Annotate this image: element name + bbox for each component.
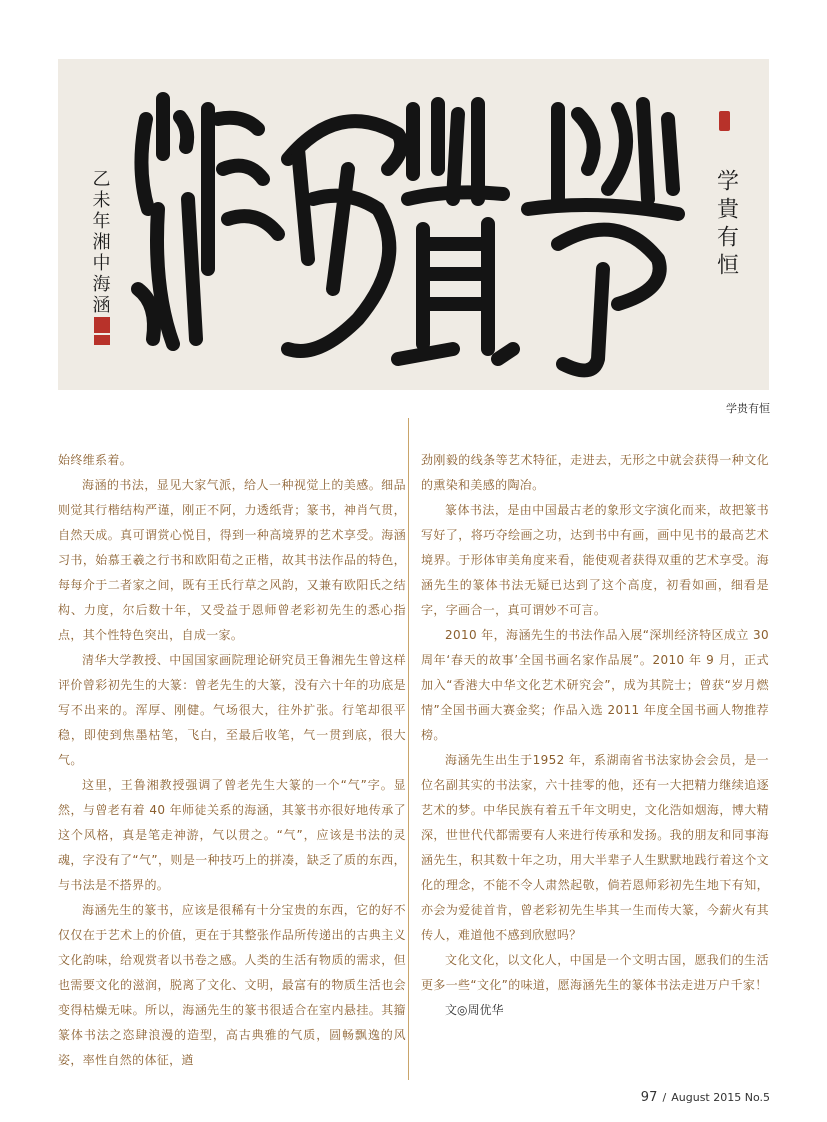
right-inscription: 学貴有恒 — [713, 169, 739, 281]
column-divider — [408, 418, 409, 1080]
paragraph: 海涵先生出生于1952 年，系湖南省书法家协会会员，是一位名副其实的书法家，六十挂零的他，还有一大把精力继续追逐艺术的梦。中华民族有着五千年文明史，文化浩如烟海，博大精深，世世代代都需要有人来进行传承和发扬。我的朋友和同事海涵先生，积其数十年之功，用大半辈子人生默默地践行着这个文化的理念，不能不令人肃然起敬，倘若恩师彩初先生地下有知，亦会为爱徒首肯，曾老彩初先生毕其一生而传大篆，今薪火有其传人，难道他不感到欣慰吗？ — [421, 753, 769, 942]
paragraph: 清华大学教授、中国国家画院理论研究员王鲁湘先生曾这样评价曾彩初先生的大篆：曾老先生的大篆，没有六十年的功底是写不出来的。浑厚、刚健。气场很大，往外扩张。行笔却很平稳，即使到焦墨枯笔，飞白，至最后收笔，气一贯到底，很大气。 — [58, 653, 406, 767]
bottom-seal — [94, 317, 110, 333]
paragraph: 始终维系着。 — [58, 453, 133, 467]
paragraph: 文化文化，以文化人，中国是一个文明古国，愿我们的生活更多一些“文化”的味道，愿海涵先生的篆体书法走进万户千家！ — [421, 953, 769, 992]
issue-label: August 2015 No.5 — [671, 1091, 770, 1104]
calligraphy-artwork — [58, 59, 769, 390]
paragraph: 篆体书法，是由中国最古老的象形文字演化而来，故把篆书写好了，将巧夺绘画之功，达到书中有画，画中见书的最高艺术境界。于形体审美角度来看，能使观者获得双重的艺术享受。海涵先生的篆体书法无疑已达到了这个高度，初看如画，细看是字，字画合一，真可谓妙不可言。 — [421, 503, 769, 617]
seal-character-you — [288, 121, 401, 351]
calligraphy-drawing — [58, 59, 769, 390]
paragraph: 劲刚毅的线条等艺术特征，走进去，无形之中就会获得一种文化的熏染和美感的陶冶。 — [421, 453, 769, 492]
top-seal — [719, 111, 730, 131]
paragraph: 2010 年，海涵先生的书法作品入展“深圳经济特区成立 30 周年‘春天的故事’全国书画名家作品展”。2010 年 9 月，正式加入“香港大中华文化艺术研究会”，成为其院士；曾获“岁月燃情”全国书画大赛金奖；作品入选 2011 年度全国书画人物推荐榜。 — [421, 628, 769, 742]
paragraph: 海涵先生的篆书，应该是很稀有十分宝贵的东西，它的好不仅仅在于艺术上的价值，更在于其整张作品所传递出的古典主义文化韵味，给观赏者以书卷之感。人类的生活有物质的需求，但也需要文化的滋润，脱离了文化、文明，最富有的物质生活也会变得枯燥无味。所以，海涵先生的篆书很适合在室内悬挂。其籀篆体书法之恣肆浪漫的造型，高古典雅的气质，圆畅飘逸的风姿，率性自然的体征，遒 — [58, 903, 406, 1067]
footer-separator: / — [662, 1091, 667, 1104]
page-footer — [641, 1086, 770, 1105]
page-number: 97 — [640, 1090, 658, 1105]
bottom-seal-2 — [94, 335, 110, 345]
left-inscription: 乙未年湘中海涵 — [89, 169, 111, 316]
right-text-column — [421, 448, 769, 1023]
paragraph: 这里，王鲁湘教授强调了曾老先生大篆的一个“气”字。显然，与曾老有着 40 年师徒关系的海涵，其篆书亦很好地传承了这个风格，真是笔走神游，气以贯之。“气”，应该是书法的灵魂，字没有了“气”，则是一种技巧上的拼凑，缺乏了质的东西，与书法是不搭界的。 — [58, 778, 406, 892]
seal-character-heng — [138, 99, 278, 344]
paragraph: 海涵的书法，显见大家气派，给人一种视觉上的美感。细品则觉其行楷结构严谨，刚正不阿，力透纸背；篆书，神肖气贯，自然天成。真可谓赏心悦目，得到一种高境界的艺术享受。海涵习书，始慕王羲之行书和欧阳荀之正楷，故其书法作品的特色，每每介于二者家之间，既有王氏行草之风韵，又兼有欧阳氏之结构、力度，尔后数十年，又受益于恩师曾老彩初先生的悉心指点，其个性特色突出，自成一家。 — [58, 478, 406, 642]
seal-character-xue — [528, 104, 678, 370]
artwork-caption: 学贵有恒 — [726, 402, 770, 415]
left-text-column — [58, 448, 406, 1073]
author-credit: 文◎周优华 — [445, 1003, 504, 1017]
seal-character-gui — [398, 104, 513, 359]
